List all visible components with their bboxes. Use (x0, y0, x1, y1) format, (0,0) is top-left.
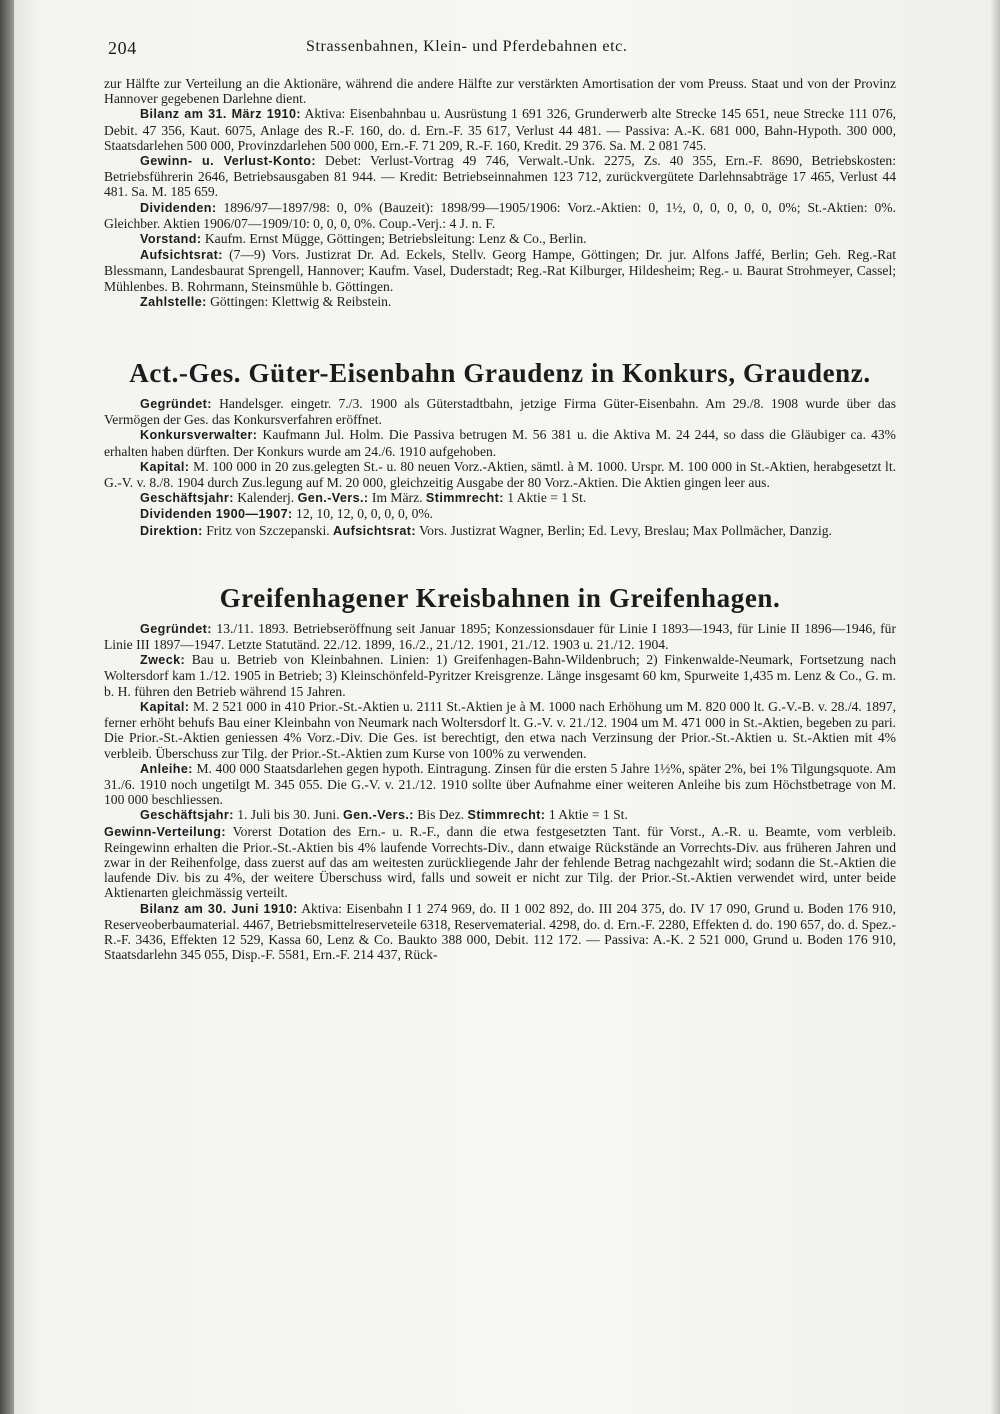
anleihe-label: Anleihe: (140, 761, 193, 776)
zahlstelle-label: Zahlstelle: (140, 294, 207, 309)
gen-vers-label: Gen.-Vers.: (342, 808, 414, 823)
direktion-text: Fritz von Szczepanski. (206, 522, 330, 538)
zweck-label: Zweck: (140, 653, 186, 668)
bilanz-text: Aktiva: Eisenbahnbau u. Ausrüstung 1 691 326, Grunderwerb alte Strecke 145 651, neue Strecke 111 076, Debit. 47 356, Kaut. 6075, Anlage des R.-F. 160, do. d. Ern.-F. 35 617, Verlust 44 481. — Passiva: A.-K. 681 000, Bahn-Hypoth. 300 000, Staatsdarlehen 500 000, Provinzdarlehen 500 000, Ern.-F. 71 209, R.-F. 160, Kredit. 29 376. Sa. M. 2 081 745. (104, 106, 897, 153)
section2-gegruendet (104, 396, 896, 427)
section1-zahlstelle (104, 294, 896, 310)
bilanz-label: Bilanz am 31. März 1910: (140, 107, 301, 122)
gegruendet-text: Handelsger. eingetr. 7./3. 1900 als Güterstadtbahn, jetzige Firma Güter-Eisenbahn. Am 29./8. 1908 wurde über das Vermögen der Ges. das Konkursverfahren eröffnet. (104, 396, 897, 428)
section1-vorstand (104, 231, 896, 247)
section3-gewinn-verteilung (104, 824, 896, 901)
section-spacer (104, 539, 896, 583)
section3-title: Greifenhagener Kreisbahnen in Greifenhagen. (219, 582, 781, 613)
stimmrecht-label: Stimmrecht: (467, 808, 546, 823)
section3-kapital (104, 699, 896, 761)
section3-gegruendet (104, 621, 896, 652)
page-content (104, 76, 896, 962)
geschaeftsjahr-text: Kalenderj. (237, 490, 295, 506)
page-number: 204 (108, 38, 137, 58)
kapital-label: Kapital: (140, 699, 190, 714)
konkursverwalter-label: Konkursverwalter: (140, 428, 258, 443)
gen-vers-text: Bis Dez. (417, 807, 465, 823)
kapital-label: Kapital: (140, 459, 190, 474)
aufsichtsrat-text: (7—9) Vors. Justizrat Dr. Ad. Eckels, Stellv. Georg Hampe, Göttingen; Dr. jur. Alfons Jaffé, Berlin; Geh. Reg.-Rat Blessmann, Landesbaurat Sprengell, Hannover; Kaufm. Vasel, Duderstadt; Reg.-Rat Kilburger, Hildesheim; Reg.- u. Baurat Strohmeyer, Cassel; Mühlenbes. B. Rohrmann, Steinsmühle b. Göttingen. (104, 247, 897, 294)
gen-vers-text: Im März. (371, 490, 423, 506)
dividenden-text: 1896/97—1897/98: 0, 0% (Bauzeit): 1898/99—1905/1906: Vorz.-Aktien: 0, 1½, 0, 0, 0, 0, 0, 0%; St.-Aktien: 0%. Gleichber. Aktien 1906/07—1909/10: 0, 0, 0, 0%. Coup.-Verj.: 4 J. n. F. (104, 199, 896, 231)
gegruendet-label: Gegründet: (140, 621, 212, 636)
aufsichtsrat-label: Aufsichtsrat: (333, 523, 416, 538)
gegruendet-text: 13./11. 1893. Betriebseröffnung seit Januar 1895; Konzessionsdauer für Linie I 1893—1943, für Linie II 1896—1946, für Linie III 1897—1947. Letzte Statutänd. 22./12. 1899, 16./2., 21./12. 1901, 21./12. 1903 u. 21./12. 1904. (104, 620, 896, 653)
geschaeftsjahr-label: Geschäftsjahr: (140, 808, 234, 823)
page-edge (990, 0, 1000, 1414)
geschaeftsjahr-label: Geschäftsjahr: (140, 491, 234, 506)
section-spacer (104, 310, 896, 358)
anleihe-text: M. 400 000 Staatsdarlehen gegen hypoth. Eintragung. Zinsen für die ersten 5 Jahre 1½%, später 2%, bei 1% Tilgungsquote. Am 31./6. 1910 noch ungetilgt M. 345 055. Die G.-V. v. 21./12. 1910 sollte über Aufnahme einer weiteren Anleihe bis zum Höchstbetrage von M. 100 000 beschliessen. (104, 760, 896, 808)
section3-anleihe (104, 761, 896, 808)
section2-konkursverwalter (104, 427, 896, 458)
direktion-label: Direktion: (140, 523, 203, 538)
kapital-text: M. 2 521 000 in 410 Prior.-St.-Aktien u. 2111 St.-Aktien je à M. 1000 nach Erhöhung um M. 820 000 lt. G.-V.-B. v. 28./4. 1897, ferner erhöht behufs Bau einer Kleinbahn von Neumark nach Woltersdorf lt. G.-V. v. 21./12. 1904 um M. 471 000 in St.-Aktien, begeben zu pari. Die Prior.-St.-Aktien geniessen 4% Vorz.-Div. Die Ges. ist berechtigt, den etwa nach Verzinsung der Prior.-St.-Aktien u. St.-Aktien mit 4% verbleib. Überschuss zur Tilg. der Prior.-St.-Aktien zum Kurse von 100% zu verwenden. (104, 698, 896, 761)
vorstand-label: Vorstand: (140, 232, 202, 247)
book-spine-shadow (0, 0, 14, 1414)
aufsichtsrat-text: Vors. Justizrat Wagner, Berlin; Ed. Levy, Breslau; Max Pollmächer, Danzig. (419, 522, 832, 538)
bilanz-label: Bilanz am 30. Juni 1910: (140, 901, 298, 916)
dividenden-label: Dividenden 1900—1907: (140, 507, 293, 522)
section2-geschaeftsjahr (104, 490, 896, 506)
kapital-text: M. 100 000 in 20 zus.gelegten St.- u. 80 neuen Vorz.-Aktien, sämtl. à M. 1000. Urspr. M. 100 000 in St.-Aktien, herabgesetzt lt. G.-V. v. 8./8. 1904 durch Zus.legung auf M. 20 000, gleichzeitig Ausgabe der 80 Vorz.-Aktien. Die Aktien gingen leer aus. (104, 458, 896, 491)
gen-vers-label: Gen.-Vers.: (297, 491, 369, 506)
geschaeftsjahr-text: 1. Juli bis 30. Juni. (237, 807, 340, 823)
gewinn-verteilung-text: Vorerst Dotation des Ern.- u. R.-F., dann die etwa festgesetzten Tant. für Vorst., A.-R. u. Beamte, vom verbleib. Reingewinn erhalten die Prior.-St.-Aktien bis 4% laufende Vorrechts-Div., dann etwaige Rückstände an Vorrechts-Div. aus früheren Jahren und zwar in der Reihenfolge, dass zuerst auf das am weitesten zurückliegende Jahr der fehlende Betrag nachgezahlt wird; sodann die St.-Aktien die laufende Div. bis zu 4%, der weitere Überschuss wird, falls und soweit er nicht zur Tilg. der Prior.-St.-Aktien verwendet wird, unter beide Aktienarten gleichmässig verteilt. (104, 823, 896, 901)
aufsichtsrat-label: Aufsichtsrat: (140, 248, 223, 263)
gegruendet-label: Gegründet: (140, 397, 212, 412)
section2-dividenden (104, 506, 896, 522)
section3-geschaeftsjahr (104, 807, 896, 823)
dividenden-label: Dividenden: (140, 200, 217, 215)
zahlstelle-text: Göttingen: Klettwig & Reibstein. (210, 293, 392, 309)
section2-title: Act.-Ges. Güter-Eisenbahn Graudenz in Konkurs, Graudenz. (129, 358, 871, 389)
zweck-text: Bau u. Betrieb von Kleinbahnen. Linien: 1) Greifenhagen-Bahn-Wildenbruch; 2) Finkenwalde-Neumark, Fortsetzung nach Woltersdorf kam 1./12. 1905 in Betrieb; 3) Kleinschönfeld-Pyritzer Kreisgrenze. Länge insgesamt 60 km, Spurweite 1,435 m. Lenz & Co., G. m. b. H. führen den Betrieb während 15 Jahren. (104, 652, 897, 699)
section1-dividenden (104, 200, 896, 231)
vorstand-text: Kaufm. Ernst Mügge, Göttingen; Betriebsleitung: Lenz & Co., Berlin. (204, 231, 587, 247)
section2-kapital (104, 459, 896, 490)
section3-zweck (104, 652, 896, 699)
section2-direktion (104, 523, 896, 539)
section1-intro-text: zur Hälfte zur Verteilung an die Aktionäre, während die andere Hälfte zur verstärkten Amortisation der vom Preuss. Staat und von der Provinz Hannover gegebenen Darlehne dient. (104, 76, 896, 107)
gewinn-verteilung-label: Gewinn-Verteilung: (104, 824, 226, 839)
konkursverwalter-text: Kaufmann Jul. Holm. Die Passiva betrugen M. 56 381 u. die Aktiva M. 24 244, so dass die Gläubiger ca. 43% erhalten haben dürften. Der Konkurs wurde am 24./6. 1910 aufgehoben. (104, 427, 896, 459)
stimmrecht-text: 1 Aktie = 1 St. (507, 490, 587, 506)
running-title: Strassenbahnen, Klein- und Pferdebahnen etc. (306, 38, 628, 55)
section1-intro (104, 76, 896, 106)
bilanz-text: Aktiva: Eisenbahn I 1 274 969, do. II 1 002 892, do. III 204 375, do. IV 17 090, Grund u. Boden 176 910, Reserveoberbaumaterial. 4467, Betriebsmittelreserveteile 6318, Reservematerial. 4298, do. d. Ern.-F. 2280, Effekten d. do. 190 657, do. d. Spez.-R.-F. 3436, Effekten 12 529, Kassa 60, Lenz & Co. Baukto 388 000, Debit. 112 172. — Passiva: A.-K. 2 521 000, Grund u. Boden 176 910, Staatsdarlehn 345 055, Disp.-F. 5581, Ern.-F. 214 437, Rück- (104, 900, 896, 963)
section1-aufsichtsrat (104, 247, 896, 294)
section1-bilanz (104, 106, 896, 153)
stimmrecht-label: Stimmrecht: (425, 491, 504, 506)
gewinn-verlust-text: Debet: Verlust-Vortrag 49 746, Verwalt.-Unk. 2275, Zs. 40 355, Ern.-F. 8690, Betriebskosten: Betriebsführerin 2646, Betriebsausgaben 81 944. — Kredit: Betriebseinnahmen 123 712, zurückvergütete Darlehnsabträge 17 465, Verlust 44 481. Sa. M. 185 659. (104, 153, 896, 200)
dividenden-text: 12, 10, 12, 0, 0, 0, 0, 0%. (296, 506, 434, 522)
section1-gewinn-verlust (104, 153, 896, 200)
stimmrecht-text: 1 Aktie = 1 St. (548, 807, 628, 823)
title-spacer (104, 388, 896, 396)
gewinn-verlust-label: Gewinn- u. Verlust-Konto: (140, 154, 316, 169)
section3-bilanz (104, 901, 896, 963)
title-spacer (104, 613, 896, 621)
